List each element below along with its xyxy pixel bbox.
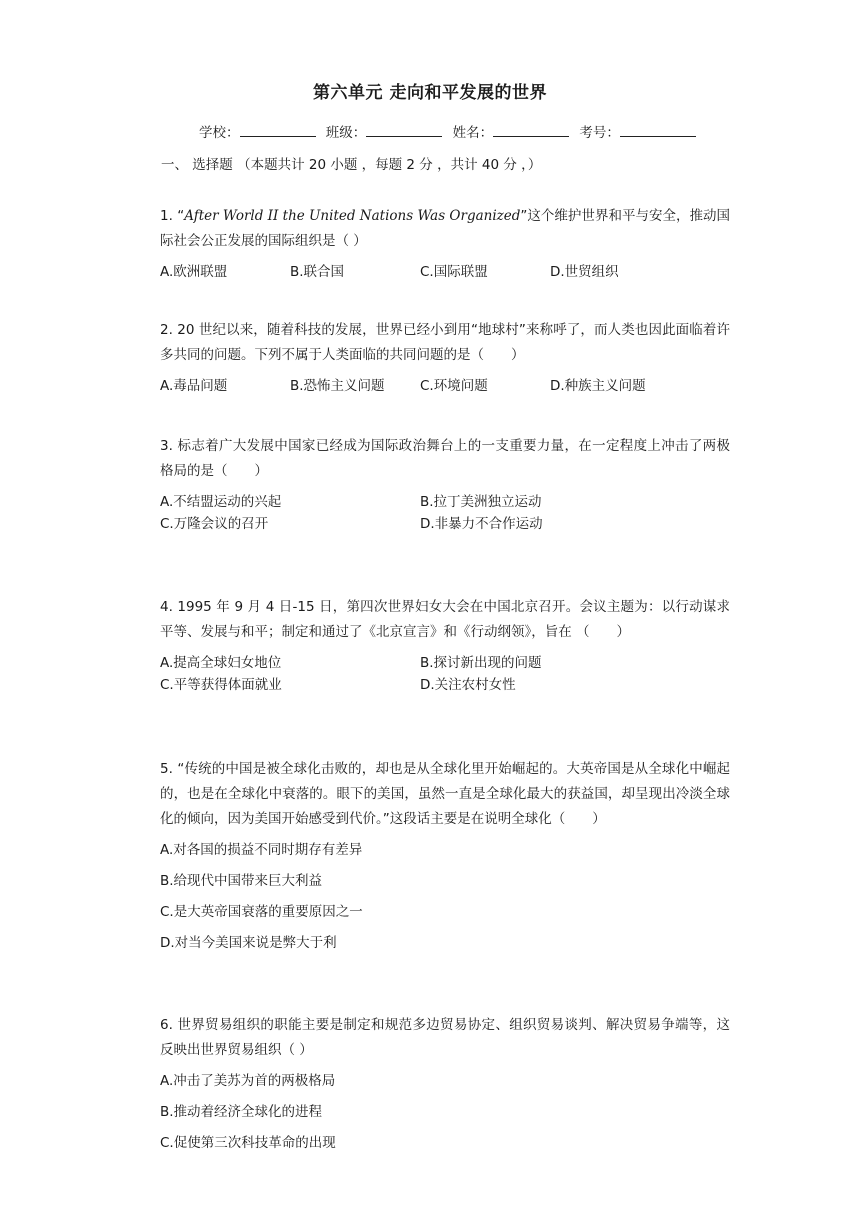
question-stem <box>160 318 730 368</box>
option-b[interactable]: B.拉丁美洲独立运动 <box>420 494 542 510</box>
option-c[interactable]: C.万隆会议的召开 <box>160 516 269 532</box>
class-blank[interactable] <box>366 124 442 137</box>
option-c[interactable]: C.平等获得体面就业 <box>160 677 282 693</box>
question-3 <box>160 434 730 534</box>
question-text: 标志着广大发展中国家已经成为国际政治舞台上的一支重要力量，在一定程度上冲击了两极格局的是（ ） <box>160 438 731 479</box>
question-6 <box>160 1013 730 1164</box>
question-number: 4. <box>160 599 173 615</box>
question-stem <box>160 434 730 484</box>
option-b[interactable]: B.给现代中国带来巨大利益 <box>160 873 323 889</box>
option-d[interactable]: D.种族主义问题 <box>550 378 646 394</box>
options-row <box>160 374 730 394</box>
question-2 <box>160 318 730 394</box>
school-field[interactable] <box>199 121 318 141</box>
options-row <box>160 673 730 695</box>
question-text: 世界贸易组织的职能主要是制定和规范多边贸易协定、组织贸易谈判、解决贸易争端等，这反映出世界贸易组织（ ） <box>160 1017 731 1058</box>
options-row <box>160 490 730 512</box>
option-a[interactable]: A.欧洲联盟 <box>160 264 228 280</box>
question-stem <box>160 757 730 832</box>
school-blank[interactable] <box>240 124 316 137</box>
option-a[interactable]: A.提高全球妇女地位 <box>160 655 282 671</box>
exam-number-label: 考号： <box>579 125 620 141</box>
question-stem <box>160 204 730 254</box>
question-stem <box>160 595 730 645</box>
question-text: 1995 年 9 月 4 日-15 日，第四次世界妇女大会在中国北京召开。会议主题为：以行动谋求平等、发展与和平；制定和通过了《北京宣言》和《行动纲领》，旨在 （ ） <box>160 599 730 640</box>
section-heading: 一、 选择题 （本题共计 20 小题 ，每题 2 分 ，共计 40 分 ，） <box>161 157 542 173</box>
option-c[interactable]: C.促使第三次科技革命的出现 <box>160 1135 336 1151</box>
page-title: 第六单元 走向和平发展的世界 <box>313 83 547 103</box>
question-text: “传统的中国是被全球化击败的，却也是从全球化里开始崛起的。大英帝国是从全球化中崛起的，也是在全球化中衰落的。眼下的美国，虽然一直是全球化最大的获益国，却呈现出冷淡全球化的倾向，因为美国开始感受到代价。”这段话主要是在说明全球化（ ） <box>160 761 730 827</box>
option-d[interactable]: D.世贸组织 <box>550 264 619 280</box>
options-list <box>160 840 730 964</box>
question-4 <box>160 595 730 695</box>
option-d[interactable]: D.非暴力不合作运动 <box>420 516 543 532</box>
exam-number-blank[interactable] <box>620 124 696 137</box>
question-1 <box>160 204 730 280</box>
option-b[interactable]: B.探讨新出现的问题 <box>420 655 542 671</box>
class-label: 班级： <box>325 125 367 141</box>
exam-number-field[interactable] <box>579 121 698 141</box>
name-field[interactable] <box>453 121 572 141</box>
class-field[interactable] <box>326 121 445 141</box>
option-a[interactable]: A.毒品问题 <box>160 378 228 394</box>
question-stem <box>160 1013 730 1063</box>
option-a[interactable]: A.不结盟运动的兴起 <box>160 494 282 510</box>
option-c[interactable]: C.国际联盟 <box>420 264 488 280</box>
option-c[interactable]: C.环境问题 <box>420 378 488 394</box>
question-number: 6. <box>160 1017 173 1033</box>
option-c[interactable]: C.是大英帝国衰落的重要原因之一 <box>160 904 363 920</box>
options-row <box>160 512 730 534</box>
options-row <box>160 651 730 673</box>
name-blank[interactable] <box>493 124 569 137</box>
question-5 <box>160 757 730 964</box>
option-b[interactable]: B.联合国 <box>290 264 345 280</box>
option-d[interactable]: D.对当今美国来说是弊大于利 <box>160 935 337 951</box>
question-text: 20 世纪以来，随着科技的发展，世界已经小到用“地球村”来称呼了，而人类也因此面临着许多共同的问题。下列不属于人类面临的共同问题的是（ ） <box>160 322 730 363</box>
name-label: 姓名： <box>452 125 494 141</box>
question-number: 1. <box>160 208 173 224</box>
question-text: ”这个维护世界和平与安全，推动国际社会公正发展的国际组织是（ ） <box>160 208 731 249</box>
quote-open: “ <box>177 208 185 224</box>
question-number: 3. <box>160 438 173 454</box>
option-a[interactable]: A.冲击了美苏为首的两极格局 <box>160 1073 336 1089</box>
options-list <box>160 1071 730 1164</box>
option-d[interactable]: D.关注农村女性 <box>420 677 516 693</box>
options-row <box>160 260 730 280</box>
option-b[interactable]: B.推动着经济全球化的进程 <box>160 1104 323 1120</box>
school-label: 学校： <box>199 125 240 141</box>
english-phrase: After World II the United Nations Was Organized <box>184 208 521 224</box>
question-number: 2. <box>160 322 173 338</box>
option-b[interactable]: B.恐怖主义问题 <box>290 378 385 394</box>
option-a[interactable]: A.对各国的损益不同时期存有差异 <box>160 842 363 858</box>
student-info-row <box>199 121 702 141</box>
question-number: 5. <box>160 761 173 777</box>
